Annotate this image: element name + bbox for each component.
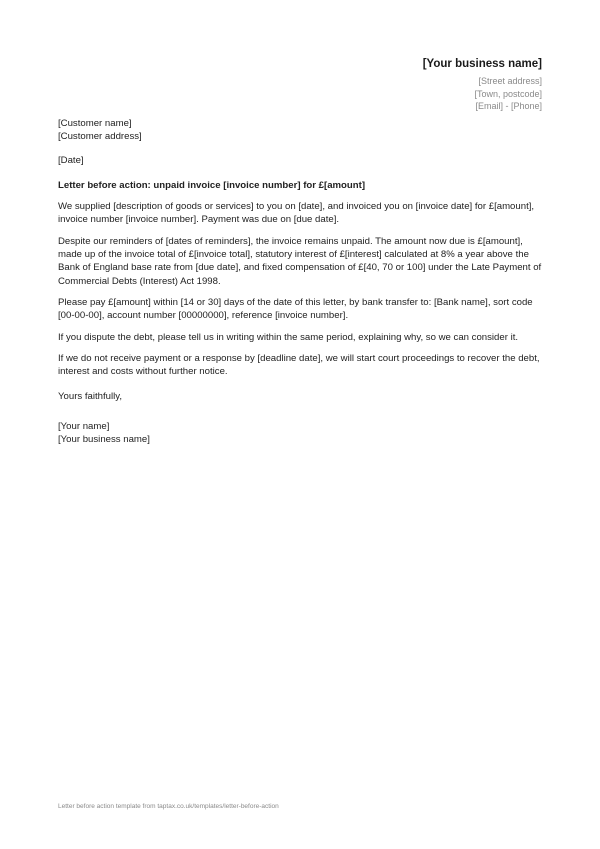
sender-street-address: [Street address] xyxy=(478,76,542,86)
paragraph-court-proceedings: If we do not receive payment or a response by [deadline date], we will start court proceedings to recover the debt, interest and costs without further notice. xyxy=(58,352,540,378)
sender-block xyxy=(423,57,542,113)
closing-salutation: Yours faithfully, xyxy=(58,391,122,403)
sender-town-postcode: [Town, postcode] xyxy=(474,88,542,99)
recipient-block xyxy=(58,117,542,144)
recipient-name: [Customer name] xyxy=(58,118,132,129)
signature-name: [Your name] xyxy=(58,420,110,432)
paragraph-dispute: If you dispute the debt, please tell us in writing within the same period, explaining why, so we can consider it. xyxy=(58,331,519,343)
signature-business: [Your business name] xyxy=(58,434,150,446)
recipient-address: [Customer address] xyxy=(58,131,142,143)
paragraph-payment-instructions: Please pay £[amount] within [14 or 30] days of the date of this letter, by bank transfer to: [Bank name], sort code [00-00-00], account number [00000000], reference [invoice number]. xyxy=(58,296,533,322)
letter-body xyxy=(58,117,542,446)
letter-subject: Letter before action: unpaid invoice [invoice number] for £[amount] xyxy=(58,179,366,191)
letter-date: [Date] xyxy=(58,154,84,166)
sender-contact: [Email] - [Phone] xyxy=(475,101,542,111)
page-footer: Letter before action template from taptax.co.uk/templates/letter-before-action xyxy=(58,803,279,810)
sender-business-name: [Your business name] xyxy=(422,58,542,70)
paragraph-goods-invoice: We supplied [description of goods or services] to you on [date], and invoiced you on [invoice date] for £[amount], invoice number [invoice number]. Payment was due on [due date]. xyxy=(58,201,535,226)
paragraph-amount-due: Despite our reminders of [dates of reminders], the invoice remains unpaid. The amount now due is £[amount], made up of the invoice total of £[invoice total], statutory interest of £[interest] calculated at 8% a year above the Bank of England base rate from [due date], and fixed compensation of £[40, 70 or 100] under the Late Payment of Commercial Debts (Interest) Act 1998. xyxy=(58,235,542,287)
signature-block xyxy=(58,420,542,447)
